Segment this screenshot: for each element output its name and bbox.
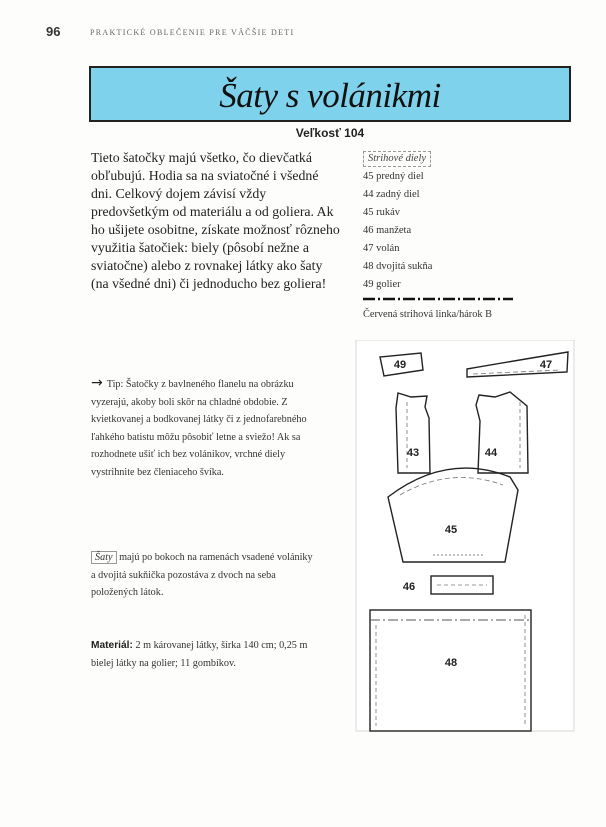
intro-paragraph: Tieto šatočky majú všetko, čo dievčatká obľubujú. Hodia sa na sviatočné i všedné dni. Celkový dojem závisí vždy predovšetkým od materiálu a od goliera. Ak ho ušijete osobitne, získate možnosť rôzneho využitia šatočiek: biely (pôsobí nežne a sviatočne) alebo z rovnakej látky ako šaty (na všedné dni) či jednoducho bez goliera!: [91, 150, 340, 291]
material-paragraph: [91, 637, 321, 672]
tip-text: Tip: Šatočky z bavlneného flanelu na obrázku vyzerajú, akoby boli skôr na chladné obdobie. Z kvietkovanej a bodkovanej látky či z jednofarebného ľahkého batistu môžu pôsobiť letne a sviežo! Ak sa rozhodnete ušiť ich bez volánikov, vrchné diely vystrihnite bez členiaceho švíka.: [91, 379, 307, 478]
size-heading: Veľkosť 104: [295, 126, 365, 140]
piece-label-47: 47: [539, 359, 553, 371]
material-label: Materiál:: [91, 640, 133, 651]
page-number: 96: [46, 24, 61, 39]
list-item: 45 predný diel: [363, 171, 424, 182]
running-header: PRAKTICKÉ OBLEČENIE PRE VÄČŠIE DETI: [90, 28, 295, 37]
note-text: majú po bokoch na ramenách vsadené volániky a dvojitá sukňička pozostáva z dvoch na seba položených látok.: [91, 552, 313, 599]
note-paragraph: [91, 549, 316, 602]
cut-line-legend-text: Červená strihová linka/hárok B: [363, 309, 492, 320]
piece-label-49: 49: [393, 359, 407, 371]
cut-line-legend-icon: [363, 295, 513, 303]
list-item: 44 zadný diel: [363, 189, 420, 200]
page-title: Šaty s volánikmi: [219, 76, 441, 115]
piece-label-45: 45: [444, 524, 458, 536]
list-item: 48 dvojitá sukňa: [363, 261, 433, 272]
pattern-pieces-header: Strihové diely: [363, 151, 431, 167]
note-tag: Šaty: [91, 551, 117, 564]
list-item: 47 volán: [363, 243, 400, 254]
piece-label-44: 44: [484, 447, 498, 459]
piece-label-43: 43: [406, 447, 420, 459]
list-item: 49 golier: [363, 279, 401, 290]
piece-label-46: 46: [402, 581, 416, 593]
tip-paragraph: [91, 375, 316, 482]
pattern-layout-diagram: [355, 340, 577, 735]
list-item: 45 rukáv: [363, 207, 401, 218]
piece-label-48: 48: [444, 657, 458, 669]
arrow-right-icon: →: [91, 375, 103, 391]
list-item: 46 manžeta: [363, 225, 412, 236]
pattern-pieces-list: [363, 168, 432, 294]
material-text: 2 m károvanej látky, šírka 140 cm; 0,25 m bielej látky na golier; 11 gombíkov.: [91, 640, 308, 669]
title-banner: [89, 66, 571, 122]
